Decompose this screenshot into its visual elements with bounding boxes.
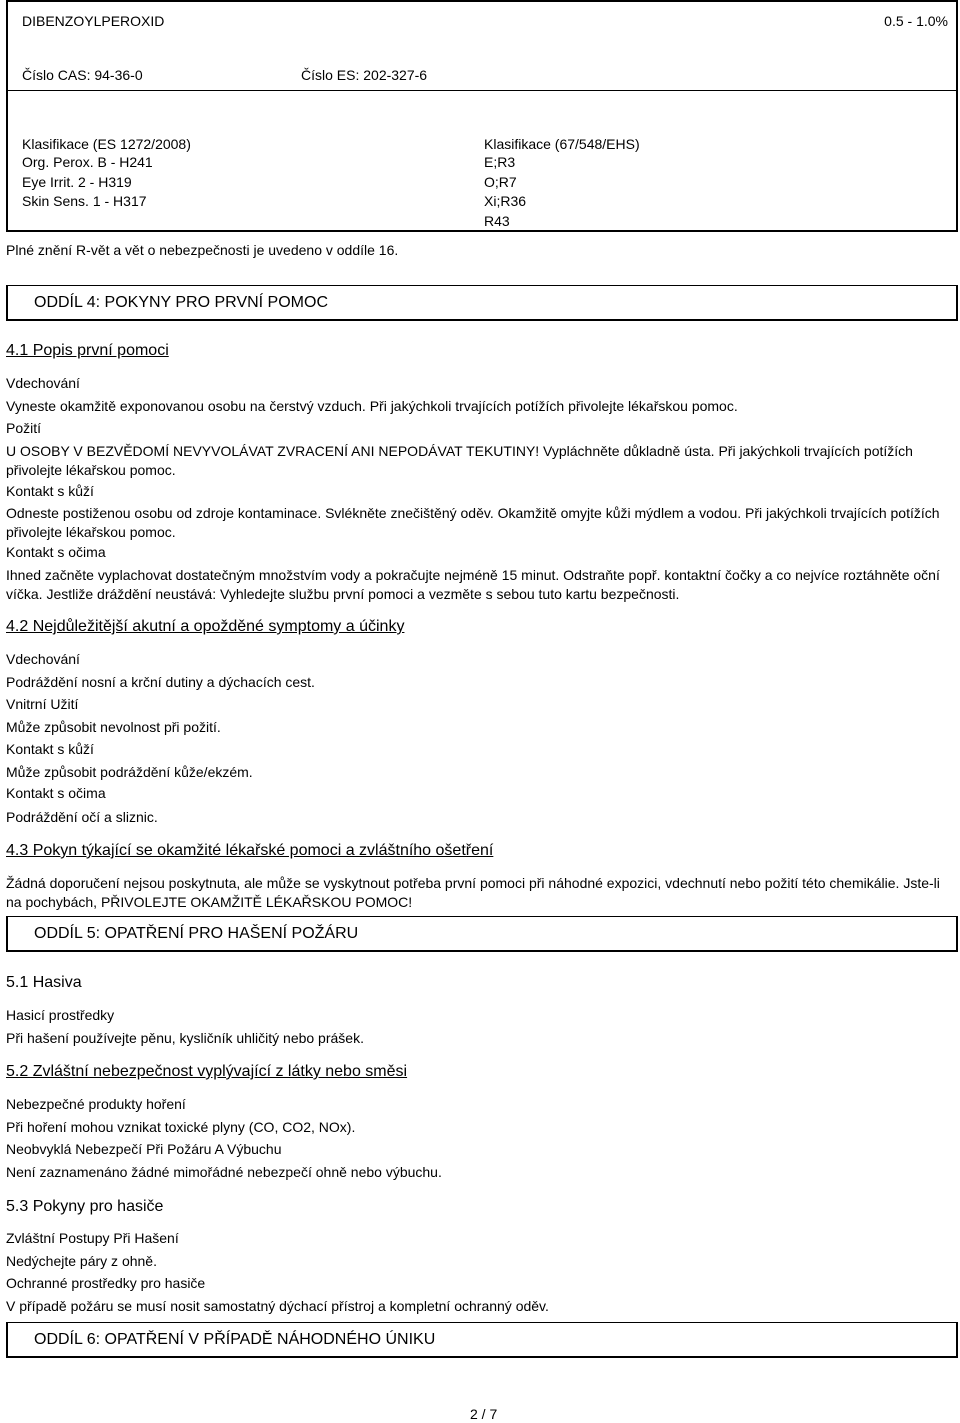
classification-dsd-item: O;R7 [484, 174, 517, 190]
first-aid-eye-label: Kontakt s očima [6, 544, 106, 560]
subsection-5-2-heading: 5.2 Zvláštní nebezpečnost vyplývající z látky nebo směsi [6, 1063, 408, 1080]
symptom-inhalation-label: Vdechování [6, 651, 80, 667]
classification-dsd-title: Klasifikace (67/548/EHS) [484, 136, 640, 152]
firefighting-procedures-label: Zvláštní Postupy Při Hašení [6, 1230, 179, 1246]
unusual-hazards-label: Neobvyklá Nebezpečí Při Požáru A Výbuchu [6, 1141, 282, 1157]
first-aid-skin-text: Odneste postiženou osobu od zdroje kontaminace. Svlékněte znečištěný oděv. Okamžitě omyjte kůži mýdlem a vodou. Při jakýchkoli trvajících potížích přivolejte lékařskou pomoc. [6, 505, 940, 540]
symptom-ingestion-label: Vnitrní Užití [6, 696, 79, 712]
symptom-skin-text: Může způsobit podráždění kůže/ekzém. [6, 764, 253, 780]
concentration: 0.5 - 1.0% [884, 13, 948, 29]
es-number: Číslo ES: 202-327-6 [301, 67, 428, 83]
classification-clp-item: Eye Irrit. 2 - H319 [22, 174, 132, 190]
section-4-header [6, 285, 958, 321]
combustion-products-text: Při hoření mohou vznikat toxické plyny (CO, CO2, NOx). [6, 1119, 356, 1135]
subsection-5-1-heading: 5.1 Hasiva [6, 974, 82, 991]
product-header-box [6, 0, 958, 232]
classification-clp-title: Klasifikace (ES 1272/2008) [22, 136, 191, 152]
subsection-4-1-heading: 4.1 Popis první pomoci [6, 342, 169, 359]
first-aid-ingestion-label: Požití [6, 420, 42, 436]
classification-dsd-item: R43 [484, 213, 510, 229]
first-aid-inhalation-text: Vyneste okamžitě exponovanou osobu na čerstvý vzduch. Při jakýchkoli trvajících potížích přivolejte lékařskou pomoc. [6, 398, 738, 414]
extinguishing-media-text: Při hašení používejte pěnu, kysličník uhličitý nebo prášek. [6, 1030, 364, 1046]
classification-clp-item: Org. Perox. B - H241 [22, 154, 153, 170]
first-aid-eye-text: Ihned začněte vyplachovat dostatečným množstvím vody a pokračujte nejméně 15 minut. Odstraňte popř. kontaktní čočky a co nejvíce roztáhněte oční víčka. Jestliže dráždění neustává: Vyhledejte službu první pomoci a vezměte s sebou tuto kartu bezpečnosti. [6, 567, 940, 602]
unusual-hazards-text: Není zaznamenáno žádné mimořádné nebezpečí ohně nebo výbuchu. [6, 1164, 442, 1180]
first-aid-inhalation-label: Vdechování [6, 375, 80, 391]
header-divider [8, 90, 956, 91]
cas-number: Číslo CAS: 94-36-0 [22, 67, 143, 83]
section-6-title: ODDÍL 6: OPATŘENÍ V PŘÍPADĚ NÁHODNÉHO ÚNIKU [34, 1331, 436, 1348]
symptom-eye-label: Kontakt s očima [6, 785, 106, 801]
full-text-note: Plné znění R-vět a vět o nebezpečnosti je uvedeno v oddíle 16. [6, 242, 399, 258]
section-6-header [6, 1322, 958, 1358]
combustion-products-label: Nebezpečné produkty hoření [6, 1096, 186, 1112]
classification-clp-item: Skin Sens. 1 - H317 [22, 193, 147, 209]
section-5-title: ODDÍL 5: OPATŘENÍ PRO HAŠENÍ POŽÁRU [34, 925, 359, 942]
section-4-title: ODDÍL 4: POKYNY PRO PRVNÍ POMOC [34, 294, 328, 311]
first-aid-skin-label: Kontakt s kůží [6, 483, 94, 499]
product-name: DIBENZOYLPEROXID [22, 13, 165, 29]
subsection-5-3-heading: 5.3 Pokyny pro hasiče [6, 1198, 164, 1215]
extinguishing-media-label: Hasicí prostředky [6, 1007, 115, 1023]
protective-equipment-label: Ochranné prostředky pro hasiče [6, 1275, 206, 1291]
subsection-4-3-text: Žádná doporučení nejsou poskytnuta, ale může se vyskytnout potřeba první pomoci při náhodné expozici, vdechnutí nebo požití této chemikálie. Jste-li na pochybách, PŘIVOLEJTE OKAMŽITĚ LÉKAŘSKOU POMOC! [6, 875, 940, 910]
classification-dsd-item: Xi;R36 [484, 193, 527, 209]
subsection-4-3-heading: 4.3 Pokyn týkající se okamžité lékařské pomoci a zvláštního ošetření [6, 842, 494, 859]
protective-equipment-text: V případě požáru se musí nosit samostatný dýchací přístroj a kompletní ochranný oděv. [6, 1298, 549, 1314]
first-aid-ingestion-text: U OSOBY V BEZVĚDOMÍ NEVYVOLÁVAT ZVRACENÍ ANI NEPODÁVAT TEKUTINY! Vypláchněte důkladně ústa. Při jakýchkoli trvajících potížích přivolejte lékařskou pomoc. [6, 443, 913, 478]
firefighting-procedures-text: Nedýchejte páry z ohně. [6, 1253, 157, 1269]
symptom-ingestion-text: Může způsobit nevolnost při požití. [6, 719, 221, 735]
symptom-inhalation-text: Podráždění nosní a krční dutiny a dýchacích cest. [6, 674, 315, 690]
subsection-4-2-heading: 4.2 Nejdůležitější akutní a opožděné symptomy a účinky [6, 618, 405, 635]
symptom-eye-text: Podráždění očí a sliznic. [6, 809, 158, 825]
symptom-skin-label: Kontakt s kůží [6, 741, 94, 757]
page-number: 2 / 7 [470, 1406, 498, 1422]
classification-dsd-item: E;R3 [484, 154, 516, 170]
section-5-header [6, 916, 958, 952]
